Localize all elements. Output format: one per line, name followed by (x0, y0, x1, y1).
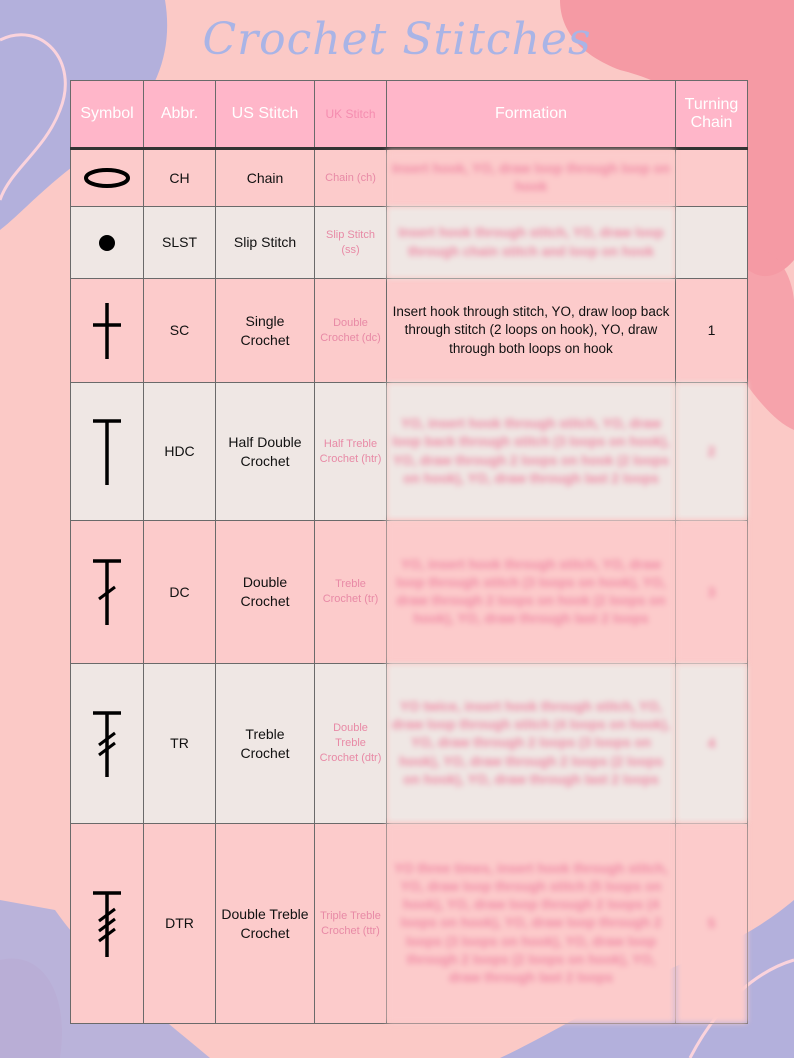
formation-cell: Insert hook through stitch, YO, draw loop back through stitch (2 loops on hook), YO, draw through both loops on hook (387, 279, 676, 383)
stitch-table (70, 80, 748, 1024)
abbr-cell: HDC (144, 383, 216, 521)
double-crochet-symbol-icon (90, 557, 124, 627)
uk-stitch-cell: Treble Crochet (tr) (315, 521, 387, 664)
formation-cell: Insert hook, YO, draw loop through loop on hook (387, 149, 676, 207)
us-stitch-cell: Chain (216, 149, 315, 207)
table-row (71, 279, 748, 383)
formation-cell: Insert hook through stitch, YO, draw loop through chain stitch and loop on hook (387, 207, 676, 279)
turning-chain-cell (676, 207, 748, 279)
slip-stitch-symbol-icon (97, 233, 117, 253)
turning-chain-cell (676, 149, 748, 207)
abbr-cell: SC (144, 279, 216, 383)
symbol-cell (71, 207, 144, 279)
turning-chain-cell: 5 (676, 824, 748, 1024)
turning-chain-cell: 2 (676, 383, 748, 521)
header-formation: Formation (387, 81, 676, 149)
header-turning-chain: Turning Chain (676, 81, 748, 149)
table-header-row (71, 81, 748, 149)
symbol-cell (71, 279, 144, 383)
symbol-cell (71, 521, 144, 664)
table-row (71, 149, 748, 207)
uk-stitch-cell: Double Treble Crochet (dtr) (315, 664, 387, 824)
us-stitch-cell: Treble Crochet (216, 664, 315, 824)
us-stitch-cell: Slip Stitch (216, 207, 315, 279)
header-uk-stitch: UK Stitch (315, 81, 387, 149)
abbr-cell: DC (144, 521, 216, 664)
us-stitch-cell: Double Crochet (216, 521, 315, 664)
us-stitch-cell: Half Double Crochet (216, 383, 315, 521)
us-stitch-cell: Single Crochet (216, 279, 315, 383)
header-us-stitch: US Stitch (216, 81, 315, 149)
uk-stitch-cell: Double Crochet (dc) (315, 279, 387, 383)
single-crochet-symbol-icon (90, 301, 124, 361)
formation-cell: YO, insert hook through stitch, YO, draw loop through stitch (3 loops on hook), YO, draw through 2 loops on hook (2 loops on hook), YO, draw through last 2 loops (387, 521, 676, 664)
symbol-cell (71, 824, 144, 1024)
turning-chain-cell: 1 (676, 279, 748, 383)
abbr-cell: TR (144, 664, 216, 824)
turning-chain-cell: 4 (676, 664, 748, 824)
table-row (71, 207, 748, 279)
uk-stitch-cell: Chain (ch) (315, 149, 387, 207)
uk-stitch-cell: Half Treble Crochet (htr) (315, 383, 387, 521)
turning-chain-cell: 3 (676, 521, 748, 664)
formation-cell: YO twice, insert hook through stitch, YO, draw loop through stitch (4 loops on hook), YO, draw through 2 loops (3 loops on hook), YO, draw through 2 loops (2 loops on hook), YO, draw through last 2 loops (387, 664, 676, 824)
formation-cell: YO three times, insert hook through stitch, YO, draw loop through stitch (5 loops on hook), YO, draw loop through 2 loops (4 loops on hook), YO, draw loop through 2 loops (3 loops on hook), YO, draw loop through 2 loops (2 loops on hook), YO, draw through last 2 loops (387, 824, 676, 1024)
double-treble-crochet-symbol-icon (90, 889, 124, 959)
table-row (71, 521, 748, 664)
symbol-cell (71, 664, 144, 824)
us-stitch-cell: Double Treble Crochet (216, 824, 315, 1024)
formation-cell: YO, insert hook through stitch, YO, draw loop back through stitch (3 loops on hook), YO, draw through 2 loops on hook (2 loops on hook), YO, draw through last 2 loops (387, 383, 676, 521)
table-row (71, 824, 748, 1024)
header-symbol: Symbol (71, 81, 144, 149)
abbr-cell: DTR (144, 824, 216, 1024)
uk-stitch-cell: Triple Treble Crochet (ttr) (315, 824, 387, 1024)
abbr-cell: CH (144, 149, 216, 207)
page-title: Crochet Stitches (202, 14, 592, 65)
abbr-cell: SLST (144, 207, 216, 279)
header-abbr: Abbr. (144, 81, 216, 149)
symbol-cell (71, 383, 144, 521)
treble-crochet-symbol-icon (90, 709, 124, 779)
chain-symbol-icon (82, 165, 132, 191)
table-row (71, 664, 748, 824)
half-double-crochet-symbol-icon (90, 417, 124, 487)
symbol-cell (71, 149, 144, 207)
table-row (71, 383, 748, 521)
uk-stitch-cell: Slip Stitch (ss) (315, 207, 387, 279)
